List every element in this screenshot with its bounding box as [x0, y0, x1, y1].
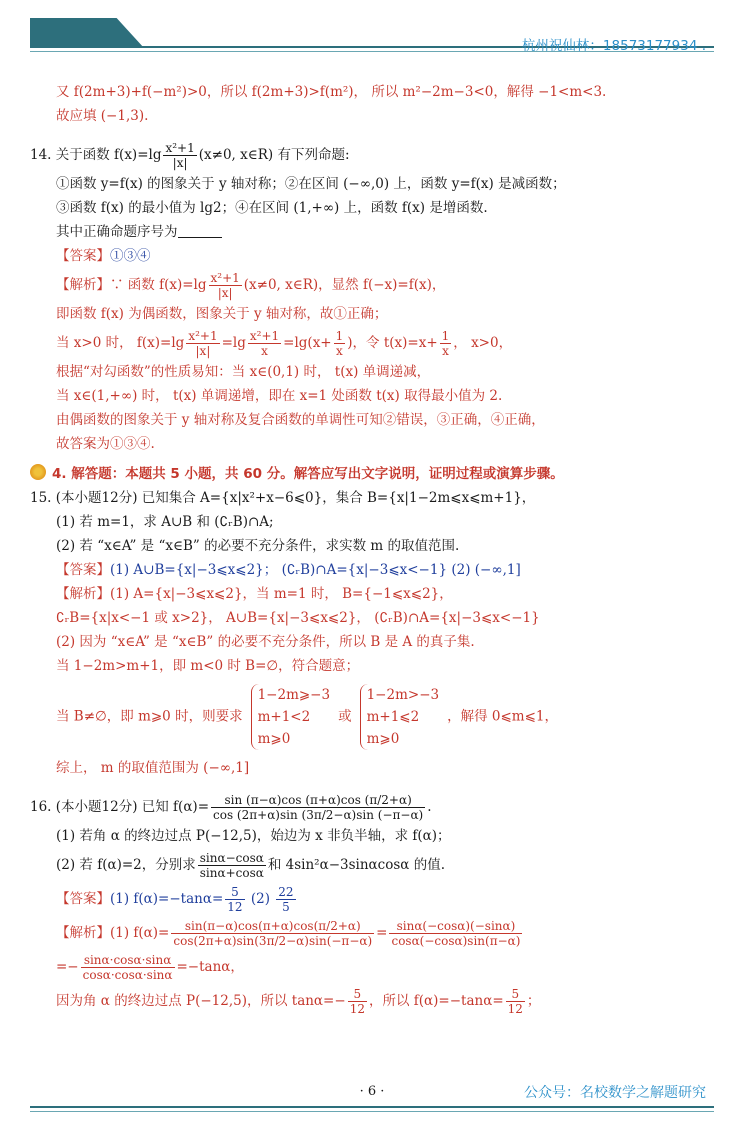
fraction	[334, 329, 346, 358]
fraction-numerator: 5	[225, 885, 244, 900]
q15-sol-6: 综上， m 的取值范围为 (−∞,1]	[56, 760, 250, 776]
q14-solution	[30, 268, 714, 456]
text-span: 【解析】	[56, 586, 110, 602]
system-a	[251, 684, 331, 750]
q15-solution	[30, 582, 714, 780]
text-span: 【答案】	[56, 891, 110, 907]
fraction-numerator: 22	[278, 885, 294, 899]
text-span: )，令 t(x)=x+	[347, 335, 438, 351]
footer-wechat: 公众号：名校数学之解题研究	[524, 1085, 706, 1101]
q13-solution-tail	[30, 80, 714, 128]
text-span: ， x>0，	[453, 335, 513, 351]
text-span: =−	[56, 959, 79, 975]
text-span: 1−2m⩾−3	[257, 687, 331, 703]
q14-sol-4: 根据“对勾函数”的性质易知：当 x∈(0,1) 时， t(x) 单调递减，	[56, 364, 431, 380]
text-span: 其中正确命题序号为	[56, 224, 178, 240]
page-number: · 6 ·	[359, 1084, 385, 1099]
text-span: 当 x>0 时， f(x)=lg	[56, 335, 185, 351]
fraction	[186, 329, 219, 358]
q13-line-1: 又 f(2m+3)+f(−m²)>0，所以 f(2m+3)>f(m²)， 所以 m²−2m−3<0，解得 −1<m<3.	[56, 84, 607, 100]
header-tab	[30, 18, 144, 48]
text-span: m+1<2	[257, 709, 311, 725]
fraction-denominator: 12	[349, 1002, 365, 1016]
fraction-denominator: 5	[282, 900, 290, 914]
text-span: ，解得 0⩽m⩽1，	[447, 708, 559, 725]
q15-answer	[30, 558, 714, 582]
q16-stem	[30, 790, 714, 824]
fraction-numerator: x²+1	[249, 329, 280, 343]
q16-solution	[30, 916, 714, 1018]
text-span: 【答案】	[56, 248, 110, 264]
question-14	[30, 138, 714, 456]
fraction	[209, 271, 242, 300]
fraction-numerator: 1	[441, 329, 450, 343]
fraction	[81, 953, 175, 982]
fraction-numerator: sin (π−α)cos (π+α)cos (π/2+α)	[211, 793, 425, 808]
flower-icon	[30, 464, 46, 480]
fraction-denominator: |x|	[217, 286, 233, 300]
text-span: 当 B≠∅，即 m⩾0 时，则要求	[56, 708, 243, 725]
q16-sol-2	[56, 950, 714, 984]
q14-blank-line	[30, 220, 714, 244]
text-span: 【解析】	[56, 925, 110, 941]
text-span: 16. (本小题12分) 已知 f(α)=	[30, 799, 210, 815]
q16-answer	[30, 882, 714, 916]
text-span: m+1⩽2	[366, 709, 420, 725]
text-span: m⩾0	[366, 731, 400, 747]
q15-sol-3: (2) 因为 “x∈A” 是 “x∈B” 的必要不充分条件，所以 B 是 A 的真子集.	[56, 634, 475, 650]
fraction-numerator: x²+1	[210, 271, 240, 285]
fraction-denominator: cosα·cosα·sinα	[82, 968, 173, 982]
fraction-denominator: cosα(−cosα)sin(π−α)	[391, 934, 521, 948]
text-span: ；	[526, 993, 541, 1009]
fraction-numerator: x²+1	[165, 141, 195, 155]
q14-stem	[30, 138, 714, 172]
q14-sol-6: 由偶函数的图象关于 y 轴对称及复合函数的单调性可知②错误，③正确，④正确，	[56, 412, 545, 428]
text-span: 或	[338, 708, 352, 725]
text-span: (x≠0, x∈R) 有下列命题:	[198, 147, 350, 163]
fraction-denominator: cos(2π+α)sin(3π/2−α)sin(−π−α)	[173, 934, 373, 948]
fraction-numerator: sinα(−cosα)(−sinα)	[389, 919, 522, 934]
text-span: .	[427, 799, 432, 815]
fraction-denominator: 12	[507, 1002, 523, 1016]
fraction-numerator: x²+1	[188, 329, 218, 343]
fraction-numerator: sinα·cosα·sinα	[81, 953, 175, 968]
footer-rule	[30, 1106, 714, 1108]
q15-part-2: (2) 若 “x∈A” 是 “x∈B” 的必要不充分条件，求实数 m 的取值范围.	[56, 538, 460, 554]
q16-sol-1	[56, 916, 714, 950]
text-span: ①③④	[110, 248, 151, 264]
header-contact: 杭州祝仙林：18573177934 .	[521, 38, 706, 54]
text-span: 和 4sin²α−3sinαcosα 的值.	[267, 857, 445, 873]
text-span: (1) f(α)=−tanα=	[110, 891, 224, 907]
fraction	[276, 885, 295, 914]
text-span: =lg	[221, 335, 246, 351]
q15-sol-4: 当 1−2m>m+1，即 m<0 时 B=∅，符合题意；	[56, 658, 360, 674]
q16-sol-3	[56, 984, 714, 1018]
fraction-denominator: x	[261, 344, 268, 358]
text-span: =lg(x+	[283, 335, 332, 351]
text-span: =−tanα，	[176, 959, 244, 975]
q14-sol-1	[56, 268, 714, 302]
text-span: (1) A={x|−3⩽x⩽2}，当 m=1 时， B={−1⩽x⩽2}，	[110, 586, 453, 602]
q15-sol-2: ∁ᵣB={x|x<−1 或 x>2}， A∪B={x|−3⩽x⩽2}， (∁ᵣB)∩A={x|−3⩽x<−1}	[56, 610, 540, 626]
text-span: m⩾0	[257, 731, 291, 747]
question-16	[30, 790, 714, 1018]
fraction-denominator: x	[336, 344, 343, 358]
q15-sol-5	[56, 684, 714, 750]
text-span: (1) f(α)=	[110, 925, 170, 941]
fraction-denominator: 12	[227, 900, 243, 914]
text-span: (2)	[246, 891, 275, 907]
fraction	[225, 885, 244, 914]
q14-sol-3	[56, 326, 714, 360]
text-span: 因为角 α 的终边过点 P(−12,5)，所以 tanα=−	[56, 993, 346, 1009]
q14-answer	[30, 244, 714, 268]
text-span: 【解析】	[56, 277, 110, 293]
section-4-heading	[30, 462, 714, 486]
system-b	[360, 684, 440, 750]
footer-rule-thin	[30, 1111, 714, 1112]
text-span: (2) 若 f(α)=2，分别求	[56, 857, 196, 873]
q14-sol-7: 故答案为①③④.	[56, 436, 155, 452]
fraction-denominator: |x|	[195, 344, 211, 358]
q15-part-1: (1) 若 m=1，求 A∪B 和 (∁ᵣB)∩A;	[56, 514, 274, 530]
question-15	[30, 486, 714, 780]
text-span: 【答案】	[56, 562, 110, 578]
text-span: 4. 解答题：本题共 5 小题，共 60 分。解答应写出文字说明，证明过程或演算步骤。	[52, 466, 564, 482]
fraction-denominator: cos (2π+α)sin (3π/2−α)sin (−π−α)	[213, 808, 424, 822]
fraction-denominator: |x|	[172, 156, 188, 170]
fraction	[211, 793, 425, 822]
fraction-denominator: sinα+cosα	[199, 866, 264, 880]
q14-sol-2: 即函数 f(x) 为偶函数，图象关于 y 轴对称，故①正确；	[56, 306, 388, 322]
text-span: 14. 关于函数 f(x)=lg	[30, 147, 162, 163]
fraction-numerator: 5	[506, 987, 525, 1002]
text-span: =	[376, 925, 388, 941]
text-span: (1) A∪B={x|−3⩽x⩽2}； (∁ᵣB)∩A={x|−3⩽x<−1} (2) (−∞,1]	[110, 562, 521, 578]
q13-line-2: 故应填 (−1,3).	[56, 108, 149, 124]
fraction	[506, 987, 525, 1016]
fraction-numerator: sinα−cosα	[199, 851, 264, 865]
q15-sol-1	[56, 582, 714, 606]
q16-part-1: (1) 若角 α 的终边过点 P(−12,5)，始边为 x 非负半轴，求 f(α)；	[56, 828, 451, 844]
text-span: (x≠0, x∈R)，显然 f(−x)=f(x)，	[243, 277, 446, 293]
fraction	[171, 919, 374, 948]
answer-blank	[178, 223, 222, 238]
fraction	[248, 329, 281, 358]
fraction	[348, 987, 367, 1016]
text-span: 1−2m>−3	[366, 687, 440, 703]
fraction-numerator: 1	[335, 329, 344, 343]
text-span: ，所以 f(α)=−tanα=	[368, 993, 504, 1009]
fraction-numerator: 5	[348, 987, 367, 1002]
q15-stem: 15. (本小题12分) 已知集合 A={x|x²+x−6⩽0}，集合 B={x|1−2m⩽x⩽m+1}，	[30, 490, 536, 506]
fraction	[440, 329, 452, 358]
q14-sol-5: 当 x∈(1,+∞) 时， t(x) 单调递增，即在 x=1 处函数 t(x) 取得最小值为 2.	[56, 388, 503, 404]
q16-part-2	[30, 848, 714, 882]
fraction	[198, 851, 266, 880]
q14-prop-1: ①函数 y=f(x) 的图象关于 y 轴对称；②在区间 (−∞,0) 上，函数 y=f(x) 是减函数；	[56, 176, 566, 192]
fraction	[163, 141, 196, 170]
fraction	[389, 919, 522, 948]
q14-prop-2: ③函数 f(x) 的最小值为 lg2；④在区间 (1,+∞) 上，函数 f(x) 是增函数.	[56, 200, 488, 216]
text-span: ∵ 函数 f(x)=lg	[110, 277, 207, 293]
page-content	[30, 80, 714, 1018]
fraction-numerator: sin(π−α)cos(π+α)cos(π/2+α)	[171, 919, 374, 934]
fraction-denominator: x	[442, 344, 449, 358]
